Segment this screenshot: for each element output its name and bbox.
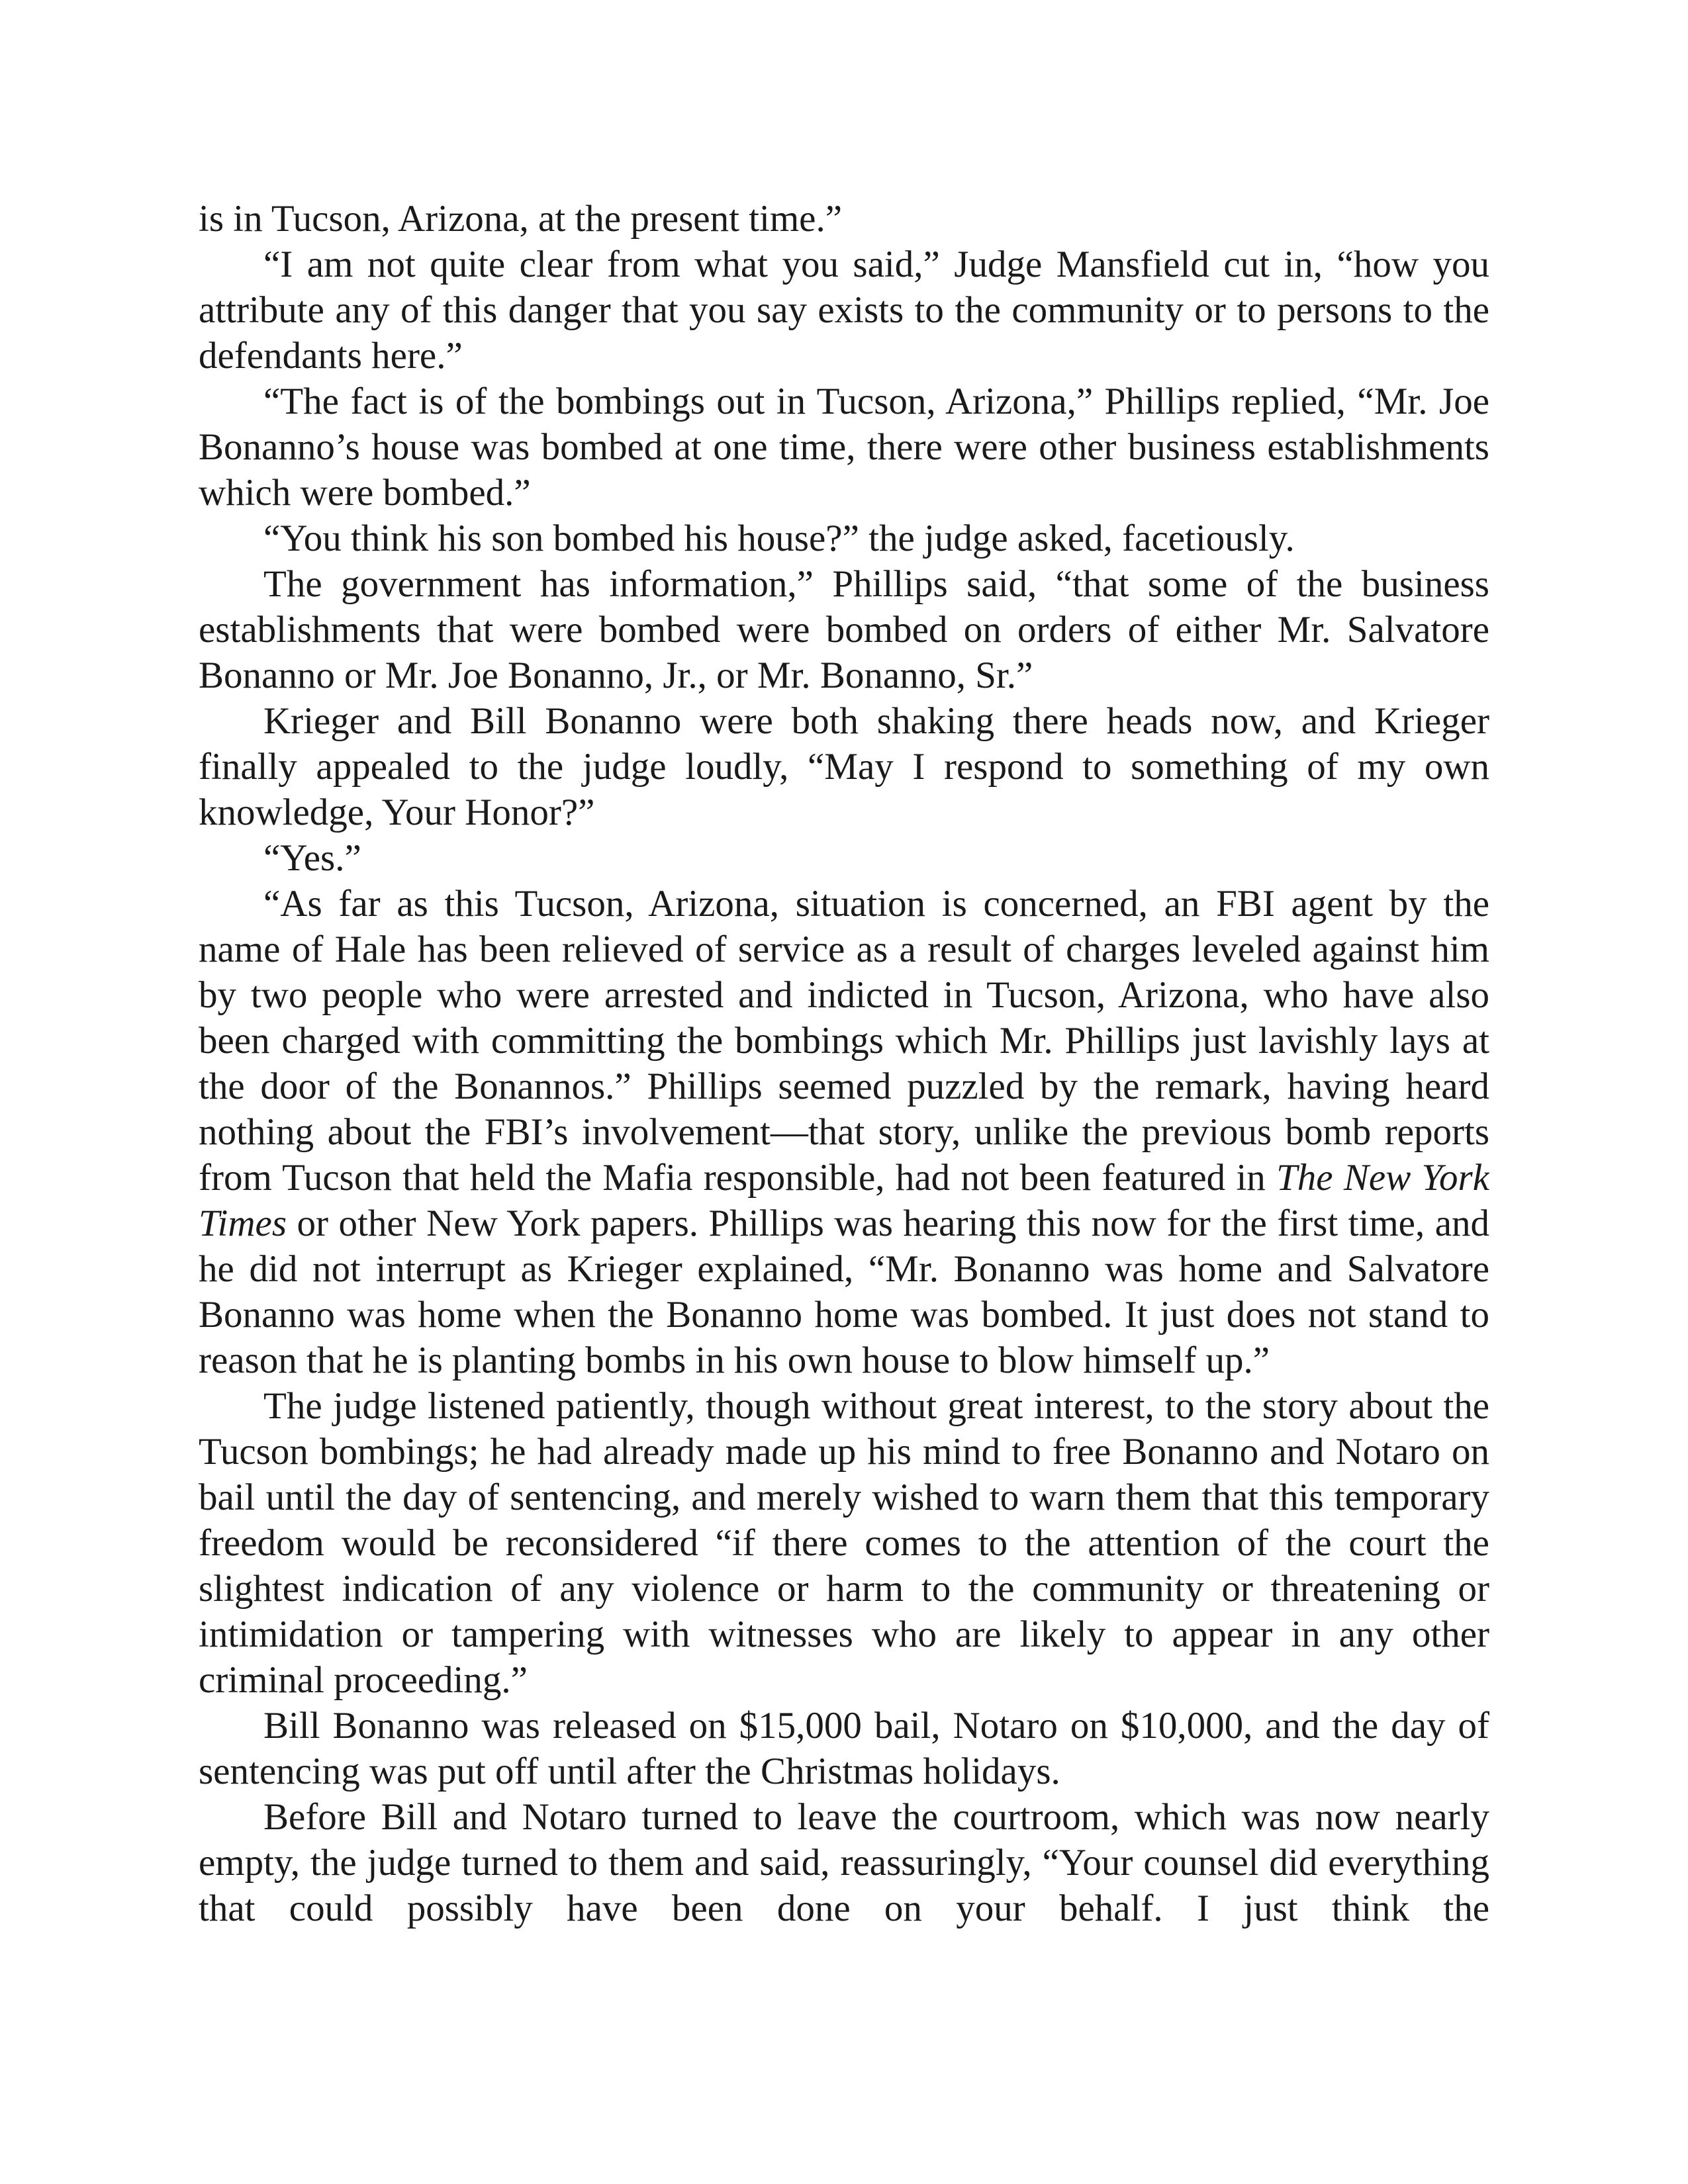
paragraph-judge-listened: The judge listened patiently, though without great interest, to the story about the Tucson bombings; he had already made up his mind to free Bonanno and Notaro on bail until the day of sentencing, and merely wished to warn them that this temporary freedom would be reconsidered “if there comes to the attention of the court the slightest indication of any violence or harm to the community or threatening or intimidation or tampering with witnesses who are likely to appear in any other criminal proceeding.”: [199, 1385, 1489, 1701]
paragraph-continuation: is in Tucson, Arizona, at the present time.”: [199, 198, 843, 240]
paragraph-mansfield-question: “I am not quite clear from what you said,” Judge Mansfield cut in, “how you attribute any of this danger that you say exists to the community or to persons to the defendants here.”: [199, 244, 1489, 377]
newspaper-title: The New York Times: [199, 1157, 1489, 1244]
krieger-text-after: or other New York papers. Phillips was hearing this now for the first time, and he did not interrupt as Krieger explained, “Mr. Bonanno was home and Salvatore Bonanno was home when the Bonanno home was bombed. It just does not stand to reason that he is planting bombs in his own house to blow himself up.”: [199, 1203, 1489, 1381]
paragraph-bail: Bill Bonanno was released on $15,000 bail, Notaro on $10,000, and the day of sentencing was put off until after the Christmas holidays.: [199, 1705, 1489, 1792]
page-body: [199, 196, 1489, 1983]
krieger-text-before: “As far as this Tucson, Arizona, situation is concerned, an FBI agent by the name of Hale has been relieved of service as a result of charges leveled against him by two people who were arrested and indicted in Tucson, Arizona, who have also been charged with committing the bombings which Mr. Phillips just lavishly lays at the door of the Bonannos.” Phillips seemed puzzled by the remark, having heard nothing about the FBI’s involvement—that story, unlike the previous bomb reports from Tucson that held the Mafia responsible, had not been featured in: [199, 883, 1489, 1199]
paragraph-krieger-appeal: Krieger and Bill Bonanno were both shaking there heads now, and Krieger finally appealed to the judge loudly, “May I respond to something of my own knowledge, Your Honor?”: [199, 700, 1489, 833]
paragraph-krieger-explanation: [199, 881, 1489, 1383]
paragraph-judge-facetious: “You think his son bombed his house?” the judge asked, facetiously.: [263, 518, 1295, 559]
paragraph-government-information: The government has information,” Phillips said, “that some of the business establishments that were bombed were bombed on orders of either Mr. Salvatore Bonanno or Mr. Joe Bonanno, Jr., or Mr. Bonanno, Sr.”: [199, 563, 1489, 696]
paragraph-judge-reassurance: Before Bill and Notaro turned to leave the courtroom, which was now nearly empty, the judge turned to them and said, reassuringly, “Your counsel did everything that could possibly have been done on your behalf. I just think the: [199, 1796, 1489, 1929]
paragraph-yes: “Yes.”: [263, 837, 361, 879]
paragraph-phillips-bombings: “The fact is of the bombings out in Tucson, Arizona,” Phillips replied, “Mr. Joe Bonanno’s house was bombed at one time, there were other business establishments which were bombed.”: [199, 381, 1489, 514]
